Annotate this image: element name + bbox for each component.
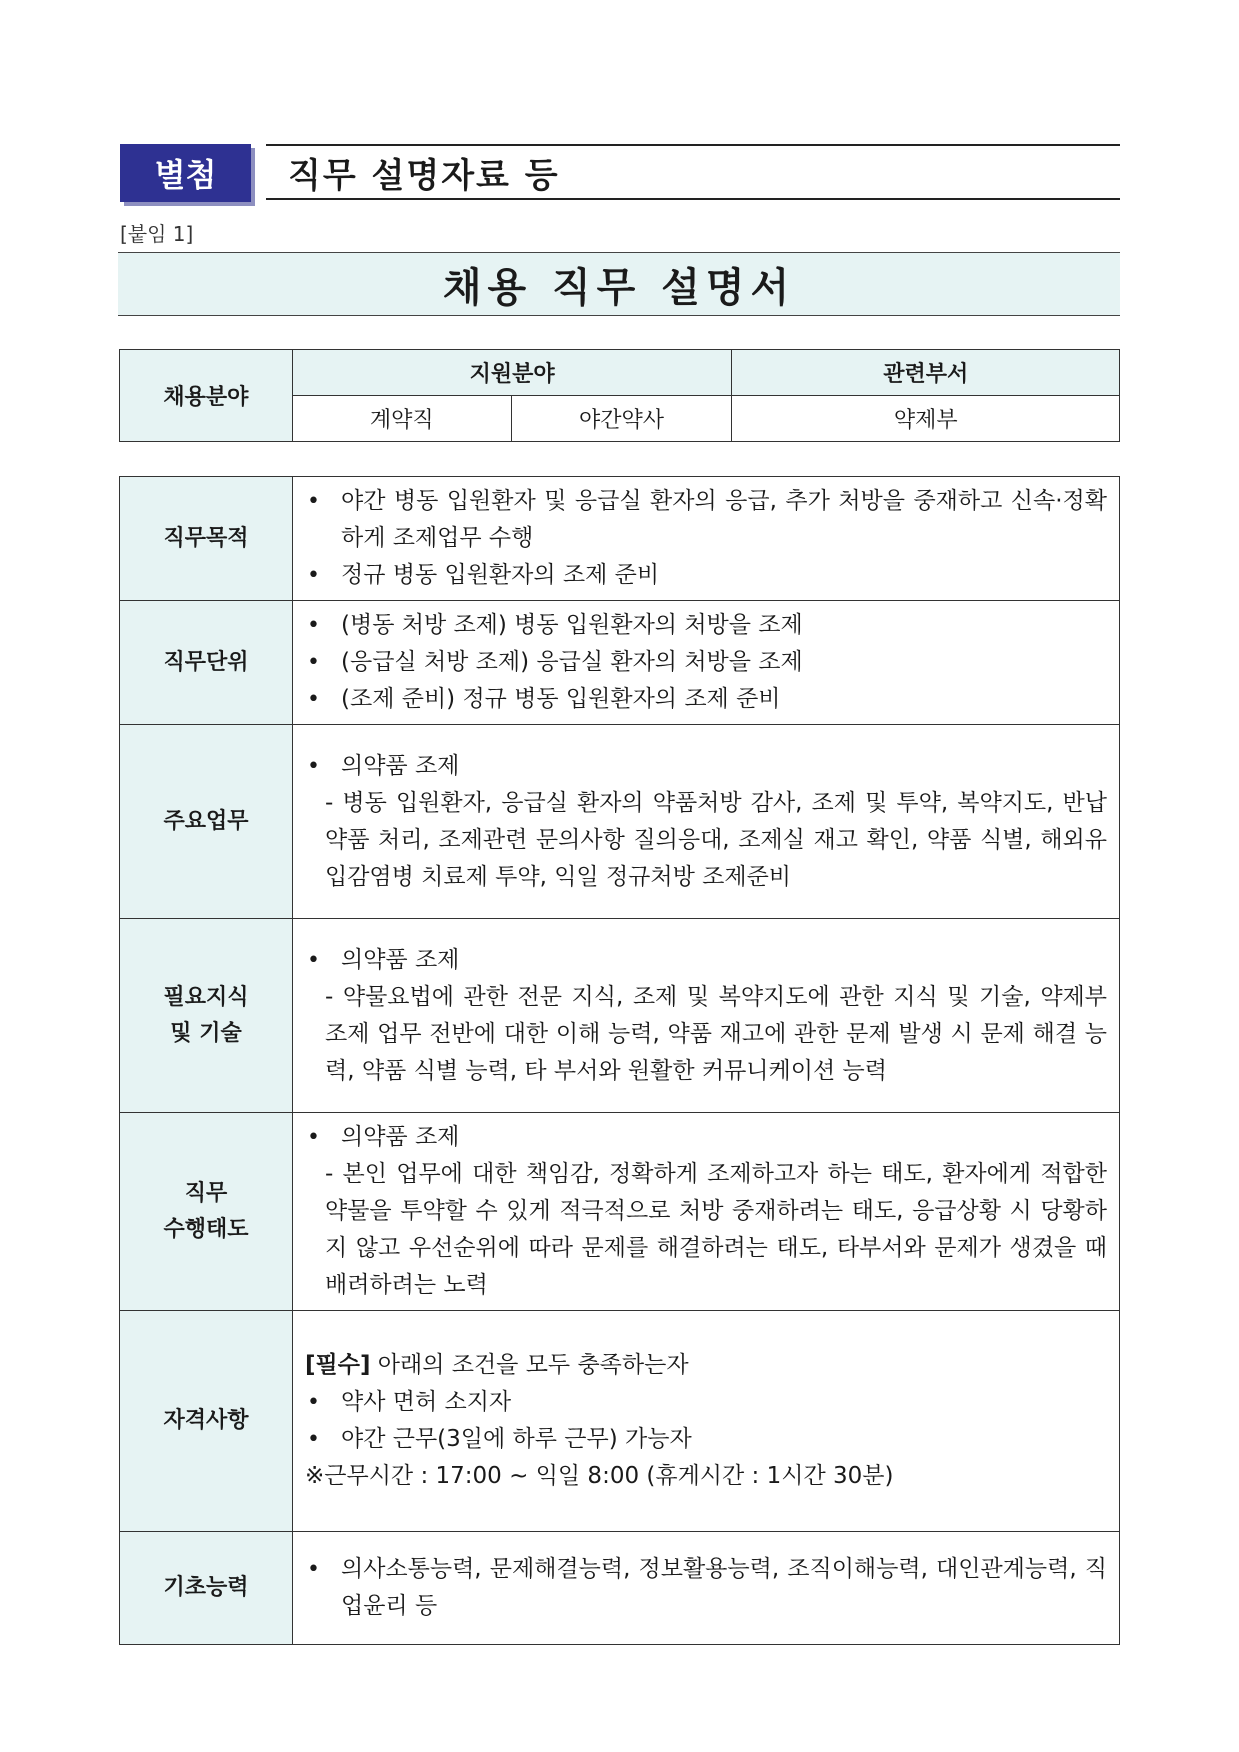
basic-bullet: • 의사소통능력, 문제해결능력, 정보활용능력, 조직이해능력, 대인관계능력, 직업윤리 등 — [305, 1551, 1107, 1625]
attitude-content — [293, 1113, 1120, 1311]
purpose-label: 직무목적 — [120, 477, 293, 601]
knowledge-label-line1: 필요지식 — [163, 984, 249, 1010]
appendix-header — [120, 144, 1120, 204]
attitude-detail: - 본인 업무에 대한 책임감, 정확하게 조제하고자 하는 태도, 환자에게 적합한 약물을 투약할 수 있게 적극적으로 처방 중재하려는 태도, 응급상황 시 당황하지 않고 우선순위에 따라 문제를 해결하려는 태도, 타부서와 문제가 생겼을 때 배려하려는 노력 — [325, 1161, 1107, 1298]
knowledge-label — [120, 919, 293, 1113]
attitude-label-line2: 수행태도 — [163, 1216, 249, 1242]
work-hours-note: ※근무시간 : 17:00 ~ 익일 8:00 (휴게시간 : 1시간 30분) — [305, 1463, 894, 1489]
main-tasks-bullet: • 의약품 조제 — [305, 748, 1107, 785]
main-tasks-detail: - 병동 입원환자, 응급실 환자의 약품처방 감사, 조제 및 투약, 복약지도, 반납약품 처리, 조제관련 문의사항 질의응대, 조제실 재고 확인, 약품 식별, 해외유입감염병 치료제 투약, 익일 정규처방 조제준비 — [325, 789, 1107, 890]
appendix-title: 직무 설명자료 등 — [266, 144, 1120, 200]
purpose-bullet: • 정규 병동 입원환자의 조제 준비 — [305, 557, 1107, 594]
main-tasks-content — [293, 725, 1120, 919]
apply-area-header: 지원분야 — [292, 350, 732, 396]
row-attitude — [120, 1113, 1120, 1311]
required-text: 아래의 조건을 모두 충족하는자 — [370, 1352, 689, 1378]
department-name: 약제부 — [732, 396, 1120, 442]
qualification-content — [293, 1311, 1120, 1532]
knowledge-detail: - 약물요법에 관한 전문 지식, 조제 및 복약지도에 관한 지식 및 기술, 약제부 조제 업무 전반에 대한 이해 능력, 약품 재고에 관한 문제 발생 시 문제 해결 능력, 약품 식별 능력, 타 부서와 원활한 커뮤니케이션 능력 — [325, 983, 1107, 1084]
unit-bullet: • (응급실 처방 조제) 응급실 환자의 처방을 조제 — [305, 644, 1107, 681]
qualification-bullet: • 야간 근무(3일에 하루 근무) 가능자 — [305, 1421, 1107, 1458]
row-main-tasks — [120, 725, 1120, 919]
recruit-field-label: 채용분야 — [120, 350, 293, 442]
purpose-content — [293, 477, 1120, 601]
attitude-label — [120, 1113, 293, 1311]
attitude-label-line1: 직무 — [184, 1180, 228, 1206]
row-purpose — [120, 477, 1120, 601]
basic-label: 기초능력 — [120, 1532, 293, 1645]
qualification-label: 자격사항 — [120, 1311, 293, 1532]
qualification-required — [305, 1347, 1107, 1384]
dept-header: 관련부서 — [732, 350, 1120, 396]
document-title: 채용 직무 설명서 — [118, 252, 1120, 316]
basic-content — [293, 1532, 1120, 1645]
row-knowledge — [120, 919, 1120, 1113]
employment-type: 계약직 — [292, 396, 511, 442]
job-description-table — [119, 476, 1120, 1645]
units-label: 직무단위 — [120, 601, 293, 725]
main-tasks-label: 주요업무 — [120, 725, 293, 919]
qualification-bullet: • 약사 면허 소지자 — [305, 1384, 1107, 1421]
knowledge-label-line2: 및 기술 — [170, 1020, 242, 1046]
unit-bullet: • (조제 준비) 정규 병동 입원환자의 조제 준비 — [305, 681, 1107, 718]
purpose-bullet: • 야간 병동 입원환자 및 응급실 환자의 응급, 추가 처방을 중재하고 신속·정확하게 조제업무 수행 — [305, 483, 1107, 557]
position-name: 야간약사 — [511, 396, 732, 442]
row-qualification — [120, 1311, 1120, 1532]
knowledge-bullet: • 의약품 조제 — [305, 942, 1107, 979]
attitude-bullet: • 의약품 조제 — [305, 1119, 1107, 1156]
appendix-badge: 별첨 — [120, 144, 251, 202]
unit-bullet: • (병동 처방 조제) 병동 입원환자의 처방을 조제 — [305, 607, 1107, 644]
attachment-label: [붙임 1] — [120, 222, 194, 246]
required-tag: [필수] — [305, 1352, 371, 1378]
row-units — [120, 601, 1120, 725]
recruitment-field-table — [119, 349, 1120, 442]
row-basic — [120, 1532, 1120, 1645]
units-content — [293, 601, 1120, 725]
knowledge-content — [293, 919, 1120, 1113]
